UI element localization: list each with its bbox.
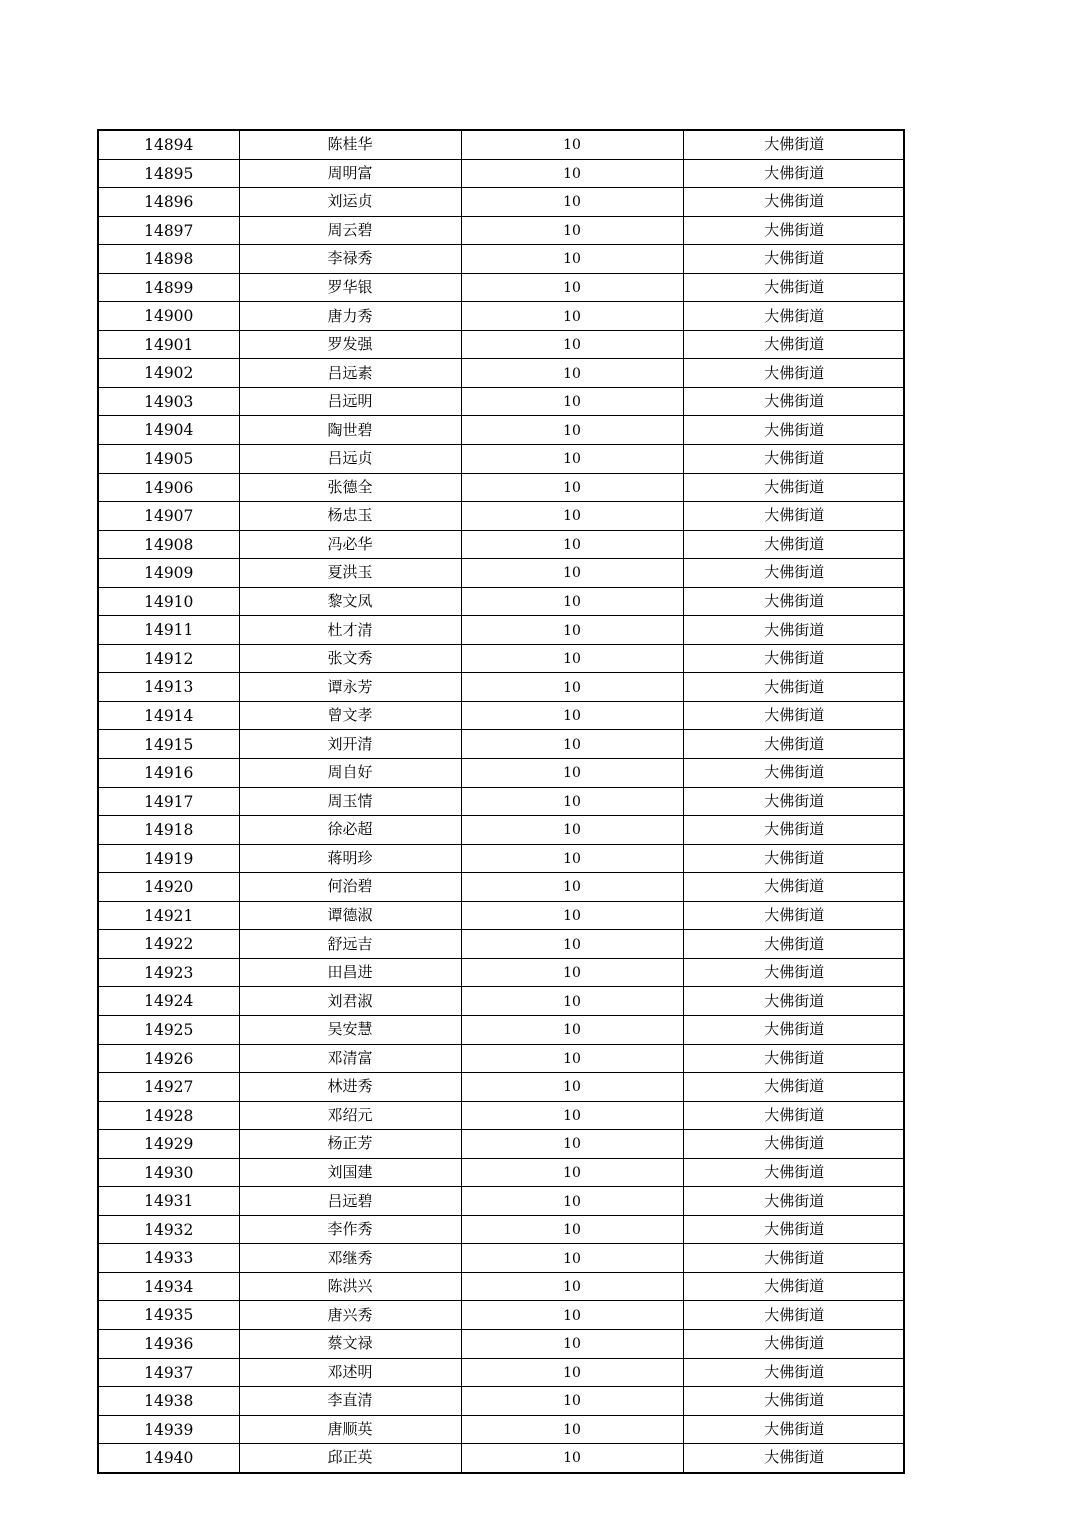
amount-cell: 10 bbox=[461, 216, 683, 245]
name-cell: 陈洪兴 bbox=[239, 1272, 461, 1301]
table-row bbox=[99, 530, 905, 559]
area-cell: 大佛街道 bbox=[683, 759, 905, 788]
area-cell: 大佛街道 bbox=[683, 1301, 905, 1330]
table-row bbox=[99, 816, 905, 845]
name-cell: 张德全 bbox=[239, 473, 461, 502]
name-cell: 林进秀 bbox=[239, 1073, 461, 1102]
table-row bbox=[99, 787, 905, 816]
row-number-cell: 14898 bbox=[99, 245, 239, 274]
name-cell: 周自好 bbox=[239, 759, 461, 788]
row-number-cell: 14939 bbox=[99, 1415, 239, 1444]
amount-cell: 10 bbox=[461, 188, 683, 217]
area-cell: 大佛街道 bbox=[683, 1415, 905, 1444]
amount-cell: 10 bbox=[461, 816, 683, 845]
area-cell: 大佛街道 bbox=[683, 730, 905, 759]
amount-cell: 10 bbox=[461, 1073, 683, 1102]
table-row bbox=[99, 616, 905, 645]
area-cell: 大佛街道 bbox=[683, 188, 905, 217]
name-cell: 何治碧 bbox=[239, 873, 461, 902]
table-row bbox=[99, 1158, 905, 1187]
area-cell: 大佛街道 bbox=[683, 587, 905, 616]
name-cell: 夏洪玉 bbox=[239, 559, 461, 588]
amount-cell: 10 bbox=[461, 502, 683, 531]
table-row bbox=[99, 302, 905, 331]
amount-cell: 10 bbox=[461, 1244, 683, 1273]
name-cell: 唐兴秀 bbox=[239, 1301, 461, 1330]
row-number-cell: 14917 bbox=[99, 787, 239, 816]
table-row bbox=[99, 1130, 905, 1159]
table-row bbox=[99, 1015, 905, 1044]
name-cell: 邱正英 bbox=[239, 1444, 461, 1472]
amount-cell: 10 bbox=[461, 159, 683, 188]
amount-cell: 10 bbox=[461, 387, 683, 416]
area-cell: 大佛街道 bbox=[683, 1215, 905, 1244]
amount-cell: 10 bbox=[461, 1387, 683, 1416]
table-row bbox=[99, 1101, 905, 1130]
area-cell: 大佛街道 bbox=[683, 1329, 905, 1358]
amount-cell: 10 bbox=[461, 131, 683, 159]
area-cell: 大佛街道 bbox=[683, 159, 905, 188]
amount-cell: 10 bbox=[461, 1130, 683, 1159]
table-row bbox=[99, 958, 905, 987]
table-row bbox=[99, 730, 905, 759]
row-number-cell: 14930 bbox=[99, 1158, 239, 1187]
area-cell: 大佛街道 bbox=[683, 330, 905, 359]
row-number-cell: 14907 bbox=[99, 502, 239, 531]
area-cell: 大佛街道 bbox=[683, 1158, 905, 1187]
area-cell: 大佛街道 bbox=[683, 131, 905, 159]
row-number-cell: 14894 bbox=[144, 136, 194, 155]
row-number-cell: 14935 bbox=[99, 1301, 239, 1330]
amount-cell: 10 bbox=[461, 359, 683, 388]
name-cell: 杨忠玉 bbox=[239, 502, 461, 531]
area-cell: 大佛街道 bbox=[683, 387, 905, 416]
name-cell: 邓述明 bbox=[239, 1358, 461, 1387]
row-number-cell: 14910 bbox=[99, 587, 239, 616]
area-cell: 大佛街道 bbox=[683, 530, 905, 559]
table-row bbox=[99, 330, 905, 359]
table-row bbox=[99, 445, 905, 474]
row-number-cell: 14911 bbox=[99, 616, 239, 645]
row-number-cell: 14921 bbox=[99, 901, 239, 930]
area-cell: 大佛街道 bbox=[683, 473, 905, 502]
area-cell: 大佛街道 bbox=[683, 1044, 905, 1073]
name-cell: 黎文凤 bbox=[239, 587, 461, 616]
table-row bbox=[99, 930, 905, 959]
table-row bbox=[99, 901, 905, 930]
table-row bbox=[99, 987, 905, 1016]
row-number-cell: 14904 bbox=[99, 416, 239, 445]
row-number-cell: 14895 bbox=[99, 159, 239, 188]
amount-cell: 10 bbox=[461, 302, 683, 331]
table-row bbox=[99, 1387, 905, 1416]
table-row bbox=[99, 644, 905, 673]
name-cell: 蒋明珍 bbox=[239, 844, 461, 873]
amount-cell: 10 bbox=[461, 1358, 683, 1387]
table-row bbox=[99, 559, 905, 588]
row-number-cell: 14914 bbox=[99, 701, 239, 730]
amount-cell: 10 bbox=[461, 416, 683, 445]
area-cell: 大佛街道 bbox=[683, 701, 905, 730]
name-cell: 唐顺英 bbox=[239, 1415, 461, 1444]
row-number-cell: 14909 bbox=[99, 559, 239, 588]
row-number-cell: 14937 bbox=[99, 1358, 239, 1387]
row-number-cell: 14938 bbox=[99, 1387, 239, 1416]
area-cell: 大佛街道 bbox=[683, 844, 905, 873]
name-cell: 李直清 bbox=[239, 1387, 461, 1416]
amount-cell: 10 bbox=[461, 1444, 683, 1472]
table-row bbox=[99, 159, 905, 188]
name-cell: 邓清富 bbox=[239, 1044, 461, 1073]
name-cell: 刘运贞 bbox=[239, 188, 461, 217]
name-cell: 曾文孝 bbox=[239, 701, 461, 730]
area-cell: 大佛街道 bbox=[683, 873, 905, 902]
amount-cell: 10 bbox=[461, 1101, 683, 1130]
name-cell: 李禄秀 bbox=[239, 245, 461, 274]
row-number-cell: 14922 bbox=[99, 930, 239, 959]
row-number-cell: 14923 bbox=[99, 958, 239, 987]
area-cell: 大佛街道 bbox=[683, 416, 905, 445]
row-number-cell: 14936 bbox=[99, 1329, 239, 1358]
amount-cell: 10 bbox=[461, 530, 683, 559]
name-cell: 邓继秀 bbox=[239, 1244, 461, 1273]
amount-cell: 10 bbox=[461, 930, 683, 959]
data-table-frame bbox=[97, 129, 905, 1474]
amount-cell: 10 bbox=[461, 958, 683, 987]
row-number-cell: 14905 bbox=[99, 445, 239, 474]
area-cell: 大佛街道 bbox=[683, 1101, 905, 1130]
table-row bbox=[99, 844, 905, 873]
area-cell: 大佛街道 bbox=[683, 1130, 905, 1159]
name-cell: 刘国建 bbox=[239, 1158, 461, 1187]
area-cell: 大佛街道 bbox=[683, 787, 905, 816]
name-cell: 谭德淑 bbox=[239, 901, 461, 930]
row-number-cell: 14932 bbox=[99, 1215, 239, 1244]
area-cell: 大佛街道 bbox=[683, 673, 905, 702]
amount-cell: 10 bbox=[461, 787, 683, 816]
amount-cell: 10 bbox=[461, 1015, 683, 1044]
table-row bbox=[99, 673, 905, 702]
table-row bbox=[99, 387, 905, 416]
row-number-cell: 14900 bbox=[99, 302, 239, 331]
amount-cell: 10 bbox=[461, 1044, 683, 1073]
amount-cell: 10 bbox=[461, 473, 683, 502]
table-row bbox=[99, 1329, 905, 1358]
name-cell: 蔡文禄 bbox=[239, 1329, 461, 1358]
area-cell: 大佛街道 bbox=[683, 1244, 905, 1273]
area-cell: 大佛街道 bbox=[683, 445, 905, 474]
amount-cell: 10 bbox=[461, 445, 683, 474]
name-cell: 罗发强 bbox=[239, 330, 461, 359]
row-number-cell: 14940 bbox=[99, 1444, 239, 1472]
area-cell: 大佛街道 bbox=[683, 1187, 905, 1216]
name-cell: 吕远明 bbox=[239, 387, 461, 416]
name-cell: 张文秀 bbox=[239, 644, 461, 673]
table-row bbox=[99, 873, 905, 902]
area-cell: 大佛街道 bbox=[683, 958, 905, 987]
row-number-cell: 14920 bbox=[99, 873, 239, 902]
table-row bbox=[99, 473, 905, 502]
name-cell: 刘君淑 bbox=[239, 987, 461, 1016]
row-number-cell: 14926 bbox=[99, 1044, 239, 1073]
area-cell: 大佛街道 bbox=[683, 216, 905, 245]
name-cell: 吴安慧 bbox=[239, 1015, 461, 1044]
name-cell: 李作秀 bbox=[239, 1215, 461, 1244]
row-number-cell: 14908 bbox=[99, 530, 239, 559]
table-row bbox=[99, 1187, 905, 1216]
area-cell: 大佛街道 bbox=[683, 559, 905, 588]
area-cell: 大佛街道 bbox=[683, 816, 905, 845]
name-cell: 舒远吉 bbox=[239, 930, 461, 959]
amount-cell: 10 bbox=[461, 873, 683, 902]
row-number-cell: 14897 bbox=[99, 216, 239, 245]
table-row bbox=[99, 1301, 905, 1330]
table-row bbox=[99, 216, 905, 245]
amount-cell: 10 bbox=[461, 273, 683, 302]
amount-cell: 10 bbox=[461, 673, 683, 702]
name-cell: 陈桂华 bbox=[239, 131, 461, 159]
amount-cell: 10 bbox=[461, 1329, 683, 1358]
table-row bbox=[99, 1044, 905, 1073]
table-row bbox=[99, 701, 905, 730]
area-cell: 大佛街道 bbox=[683, 644, 905, 673]
table-row bbox=[99, 759, 905, 788]
row-number-cell: 14934 bbox=[99, 1272, 239, 1301]
area-cell: 大佛街道 bbox=[683, 1444, 905, 1472]
name-cell: 邓绍元 bbox=[239, 1101, 461, 1130]
row-number-cell: 14896 bbox=[99, 188, 239, 217]
name-cell: 陶世碧 bbox=[239, 416, 461, 445]
area-cell: 大佛街道 bbox=[683, 1015, 905, 1044]
row-number-cell: 14913 bbox=[99, 673, 239, 702]
name-cell: 吕远素 bbox=[239, 359, 461, 388]
table-row bbox=[99, 1215, 905, 1244]
area-cell: 大佛街道 bbox=[683, 359, 905, 388]
table-row bbox=[99, 1415, 905, 1444]
amount-cell: 10 bbox=[461, 330, 683, 359]
name-cell: 杨正芳 bbox=[239, 1130, 461, 1159]
name-cell: 徐必超 bbox=[239, 816, 461, 845]
row-number-cell: 14933 bbox=[99, 1244, 239, 1273]
amount-cell: 10 bbox=[461, 559, 683, 588]
amount-cell: 10 bbox=[461, 759, 683, 788]
name-cell: 吕远贞 bbox=[239, 445, 461, 474]
amount-cell: 10 bbox=[461, 1215, 683, 1244]
table-body bbox=[99, 131, 905, 1472]
amount-cell: 10 bbox=[461, 1187, 683, 1216]
area-cell: 大佛街道 bbox=[683, 1272, 905, 1301]
table-row bbox=[99, 587, 905, 616]
amount-cell: 10 bbox=[461, 1272, 683, 1301]
name-cell: 周玉情 bbox=[239, 787, 461, 816]
table-row bbox=[99, 245, 905, 274]
table-row bbox=[99, 273, 905, 302]
amount-cell: 10 bbox=[461, 730, 683, 759]
row-number-cell: 14919 bbox=[99, 844, 239, 873]
row-number-cell: 14915 bbox=[99, 730, 239, 759]
amount-cell: 10 bbox=[461, 1301, 683, 1330]
amount-cell: 10 bbox=[461, 616, 683, 645]
table-row bbox=[99, 1358, 905, 1387]
area-cell: 大佛街道 bbox=[683, 930, 905, 959]
table-row bbox=[99, 359, 905, 388]
name-cell: 田昌进 bbox=[239, 958, 461, 987]
table-row bbox=[99, 1444, 905, 1472]
amount-cell: 10 bbox=[461, 1158, 683, 1187]
row-number-cell: 14925 bbox=[99, 1015, 239, 1044]
name-cell: 杜才清 bbox=[239, 616, 461, 645]
row-number-cell: 14928 bbox=[99, 1101, 239, 1130]
name-cell: 谭永芳 bbox=[239, 673, 461, 702]
name-cell: 冯必华 bbox=[239, 530, 461, 559]
amount-cell: 10 bbox=[461, 644, 683, 673]
row-number-cell: 14903 bbox=[99, 387, 239, 416]
area-cell: 大佛街道 bbox=[683, 1358, 905, 1387]
row-number-cell: 14927 bbox=[99, 1073, 239, 1102]
name-cell: 吕远碧 bbox=[239, 1187, 461, 1216]
row-number-cell: 14912 bbox=[99, 644, 239, 673]
area-cell: 大佛街道 bbox=[683, 616, 905, 645]
row-number-cell: 14902 bbox=[99, 359, 239, 388]
row-number-cell: 14918 bbox=[99, 816, 239, 845]
table-row bbox=[99, 1272, 905, 1301]
table-row bbox=[99, 416, 905, 445]
area-cell: 大佛街道 bbox=[683, 245, 905, 274]
row-number-cell: 14906 bbox=[99, 473, 239, 502]
area-cell: 大佛街道 bbox=[683, 273, 905, 302]
amount-cell: 10 bbox=[461, 844, 683, 873]
table-row bbox=[99, 502, 905, 531]
name-cell: 周明富 bbox=[239, 159, 461, 188]
area-cell: 大佛街道 bbox=[683, 502, 905, 531]
name-cell: 唐力秀 bbox=[239, 302, 461, 331]
name-cell: 刘开清 bbox=[239, 730, 461, 759]
amount-cell: 10 bbox=[461, 245, 683, 274]
row-number-cell: 14899 bbox=[99, 273, 239, 302]
area-cell: 大佛街道 bbox=[683, 987, 905, 1016]
table-row bbox=[99, 131, 905, 159]
row-number-cell: 14924 bbox=[99, 987, 239, 1016]
table-row bbox=[99, 188, 905, 217]
row-number-cell: 14929 bbox=[99, 1130, 239, 1159]
name-cell: 周云碧 bbox=[239, 216, 461, 245]
area-cell: 大佛街道 bbox=[683, 901, 905, 930]
row-number-cell: 14916 bbox=[99, 759, 239, 788]
row-number-cell: 14931 bbox=[99, 1187, 239, 1216]
row-number-cell: 14901 bbox=[99, 330, 239, 359]
name-cell: 罗华银 bbox=[239, 273, 461, 302]
table-row bbox=[99, 1244, 905, 1273]
area-cell: 大佛街道 bbox=[683, 302, 905, 331]
area-cell: 大佛街道 bbox=[683, 1387, 905, 1416]
amount-cell: 10 bbox=[461, 701, 683, 730]
amount-cell: 10 bbox=[461, 987, 683, 1016]
table-row bbox=[99, 1073, 905, 1102]
amount-cell: 10 bbox=[461, 587, 683, 616]
area-cell: 大佛街道 bbox=[683, 1073, 905, 1102]
data-table bbox=[99, 131, 905, 1472]
amount-cell: 10 bbox=[461, 901, 683, 930]
amount-cell: 10 bbox=[461, 1415, 683, 1444]
